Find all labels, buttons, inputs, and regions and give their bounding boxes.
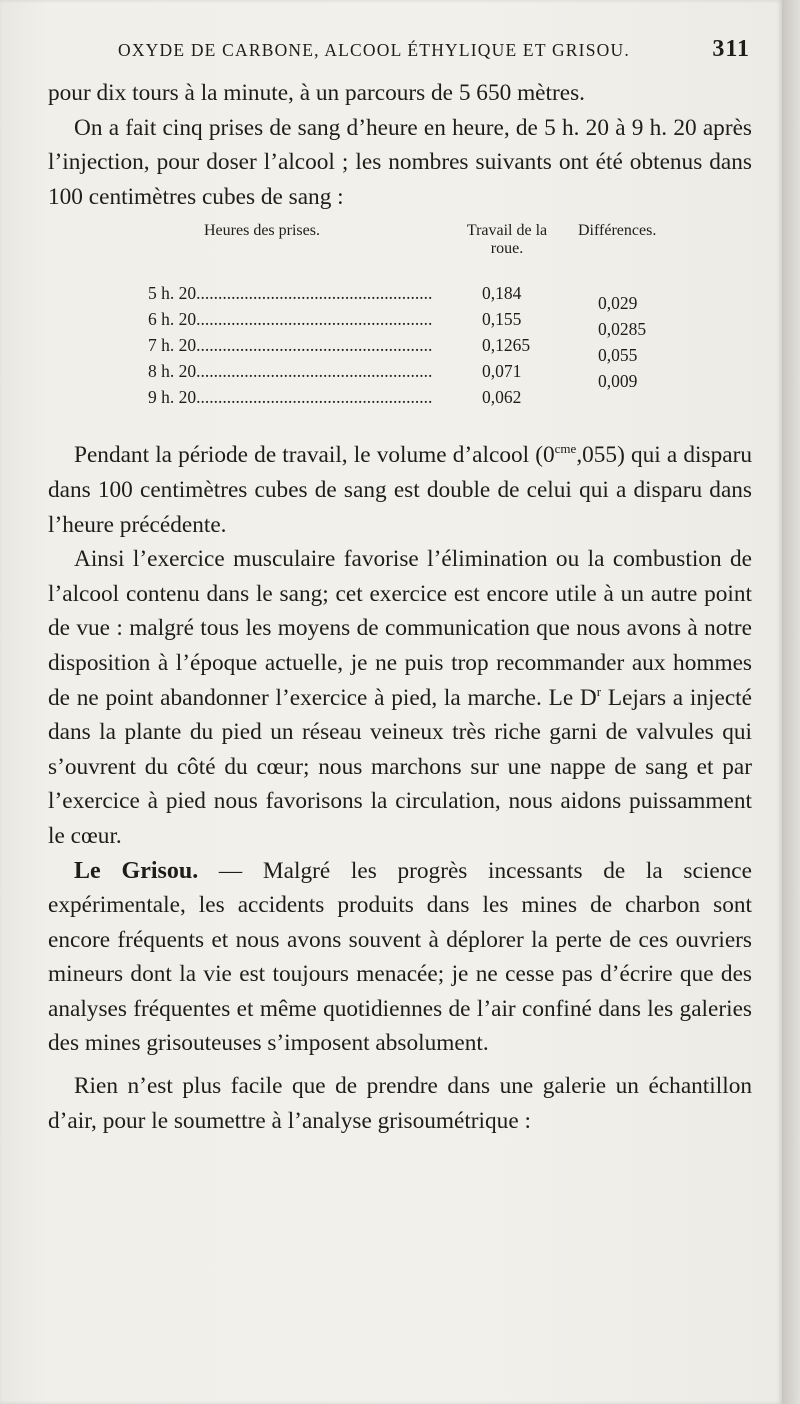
section-title: Le Grisou. [74,857,199,884]
row-time: 7 h. 20...................................................... [148,335,433,356]
row-value: 0,071 [482,361,522,382]
page-number: 311 [712,36,750,62]
column-header-travail: Travail de la roue. [466,222,548,258]
row-value: 0,184 [482,283,522,304]
page-edge [782,0,800,1404]
row-time: 8 h. 20...................................................... [148,361,433,382]
running-head: OXYDE DE CARBONE, ALCOOL ÉTHYLIQUE ET GRISOU. [118,40,630,60]
row-time: 9 h. 20...................................................... [148,387,433,408]
paragraph-grisou: Le Grisou. — Malgré les progrès incessants de la science expérimentale, les accidents produits dans les mines de charbon sont encore fréquents et nous avons souvent à déplorer la perte de ces ouvriers mineurs dont la vie est toujours menacée; je ne cesse pas d’écrire que des analyses fréquentes et même quotidiennes de l’air confiné dans les galeries des mines grisouteuses s’imposent absolument. [48,857,752,1057]
row-value: 0,062 [482,387,522,408]
paragraph-sampling: Rien n’est plus facile que de prendre dans une galerie un échantillon d’air, pour le soumettre à l’analyse grisoumétrique : [48,1073,752,1134]
table-row [48,276,752,302]
row-value: 0,1265 [482,335,531,356]
difference-value: 0,009 [598,371,638,392]
table-row [48,302,752,328]
difference-value: 0,055 [598,345,638,366]
page-body [48,76,752,1138]
column-header-differences: Différences. [578,222,657,240]
page-header [118,36,750,63]
measurements-table [48,214,752,432]
paragraph-exercise: Ainsi l’exercice musculaire favorise l’élimination ou la combustion de l’alcool contenu dans le sang; cet exercice est encore utile à un autre point de vue : malgré tous les moyens de communication que nous avons à notre disposition à l’époque actuelle, je ne puis trop recommander aux hommes de ne point abandonner l’exercice à pied, la marche. Le $D^r$ Lejars a injecté dans la plante du pied un réseau veineux très riche garni de valvules qui s’ouvrent du côté du cœur; nous marchons sur une nappe de sang et par l’exercice à pied nous favorisons la circulation, nous aidons puissamment le cœur. [48,546,752,849]
column-header-heures: Heures des prises. [204,222,320,240]
paragraph-work-period: Pendant la période de travail, le volume d’alcool $(0^{cme},055)$ qui a disparu dans 100 centimètres cubes de sang est double de celui qui a disparu dans l’heure précédente. [48,441,752,538]
paragraph-blood-samples: On a fait cinq prises de sang d’heure en heure, de 5 h. 20 à 9 h. 20 après l’injection, pour doser l’alcool ; les nombres suivants ont été obtenus dans 100 centimètres cubes de sang : [48,114,752,210]
row-time: 5 h. 20...................................................... [148,283,433,304]
table-row [48,328,752,354]
table-row [48,380,752,406]
paragraph-continuation: pour dix tours à la minute, à un parcours de 5 650 mètres. [48,80,585,106]
row-value: 0,155 [482,309,522,330]
table-row [48,354,752,380]
row-time: 6 h. 20...................................................... [148,309,433,330]
difference-value: 0,029 [598,293,638,314]
difference-value: 0,0285 [598,319,647,340]
